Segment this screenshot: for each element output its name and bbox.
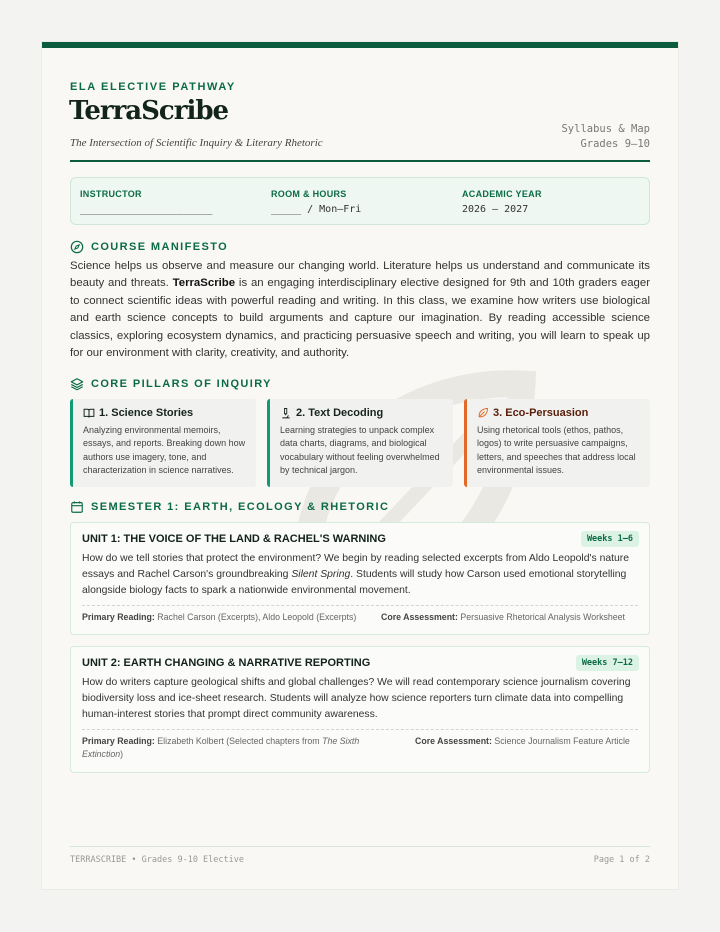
unit-divider: [82, 729, 638, 730]
primary-reading: Primary Reading: Rachel Carson (Excerpts), Aldo Leopold (Excerpts): [82, 612, 357, 622]
core-assessment: Core Assessment: Science Journalism Feature Article: [415, 736, 630, 746]
academic-year-field: ACADEMIC YEAR 2026 – 2027: [462, 189, 542, 215]
header-meta: [561, 122, 650, 152]
unit-title: UNIT 2: EARTH CHANGING & NARRATIVE REPORTING: [82, 657, 371, 669]
room-hours-field: ROOM & HOURS _____ / Mon–Fri: [271, 189, 362, 215]
unit-title: UNIT 1: THE VOICE OF THE LAND & RACHEL'S WARNING: [82, 533, 386, 545]
pillar-text-decoding: 2. Text Decoding Learning strategies to unpack complex data charts, diagrams, and biological vocabulary without feeling overwhelmed by technical jargon.: [267, 399, 453, 487]
brand-highlight: TerraScribe: [172, 277, 236, 290]
course-tagline: The Intersection of Scientific Inquiry & Literary Rhetoric: [70, 137, 323, 149]
weeks-badge: Weeks 1–6: [581, 531, 639, 547]
core-assessment: Core Assessment: Persuasive Rhetorical Analysis Worksheet: [381, 612, 625, 622]
course-info-box: [70, 177, 650, 225]
unit-description: How do we tell stories that protect the environment? We begin by reading selected excerpts from Aldo Leopold's nature essays and Rachel Carson's groundbreaking Silent Spring. Students will study how Carson used emotional storytelling alongside biology facts to spark a nationwide environmental movement.: [82, 553, 630, 596]
microscope-icon: [280, 407, 292, 419]
footer-divider: [70, 846, 650, 847]
primary-reading: Primary Reading: Elizabeth Kolbert (Selected chapters from The Sixth Extinction): [82, 736, 360, 759]
unit-divider: [82, 605, 638, 606]
calendar-icon: [70, 500, 84, 514]
page-number: Page 1 of 2: [593, 855, 650, 865]
book-icon: [83, 407, 95, 419]
syllabus-page: [42, 42, 678, 889]
unit-card-1: [70, 522, 650, 635]
course-title: TerraScribe: [69, 96, 229, 126]
pillars-heading: CORE PILLARS OF INQUIRY: [70, 377, 272, 391]
unit-description: How do writers capture geological shifts and global challenges? We will read contemporary science journalism covering biodiversity loss and ice-sheet research. Students will analyze how science reporters turn climate data into compelling human-interest stories that prompt direct community awareness.: [82, 677, 631, 720]
unit-card-2: [70, 646, 650, 773]
manifesto-text: Science helps us observe and measure our changing world. Literature helps us understand and communicate its beauty and threats. TerraScribe is an engaging interdisciplinary elective designed for 9th and 10th graders eager to connect scientific ideas with powerful reading and writing. In this class, we examine how writers use biological and earth science concepts to build arguments and capture our imagination. By reading accessible science classics, exploring ecosystem dynamics, and practicing persuasive speech and writing, you will learn to speak up for our environment with clarity, creativity, and authority.: [70, 260, 650, 360]
manifesto-heading: COURSE MANIFESTO: [70, 240, 228, 254]
grade-range: Grades 9–10: [580, 138, 650, 150]
instructor-field: INSTRUCTOR ______________________: [80, 189, 213, 215]
weeks-badge: Weeks 7–12: [576, 655, 639, 671]
pillar-science-stories: 1. Science Stories Analyzing environmental memoirs, essays, and reports. Breaking down how authors use imagery, tone, and characterization in science narratives.: [70, 399, 256, 487]
semester-heading: SEMESTER 1: EARTH, ECOLOGY & RHETORIC: [70, 500, 389, 514]
doc-type: Syllabus & Map: [561, 123, 650, 135]
pillar-eco-persuasion: 3. Eco-Persuasion Using rhetorical tools (ethos, pathos, logos) to write persuasive campaigns, letters, and speeches that address local environmental issues.: [464, 399, 650, 487]
footer-course: TERRASCRIBE • Grades 9-10 Elective: [70, 855, 244, 865]
pathway-eyebrow: ELA ELECTIVE PATHWAY: [70, 81, 236, 93]
compass-icon: [70, 240, 84, 254]
layers-icon: [70, 377, 84, 391]
header-divider: [70, 160, 650, 162]
leaf-icon: [477, 407, 489, 419]
